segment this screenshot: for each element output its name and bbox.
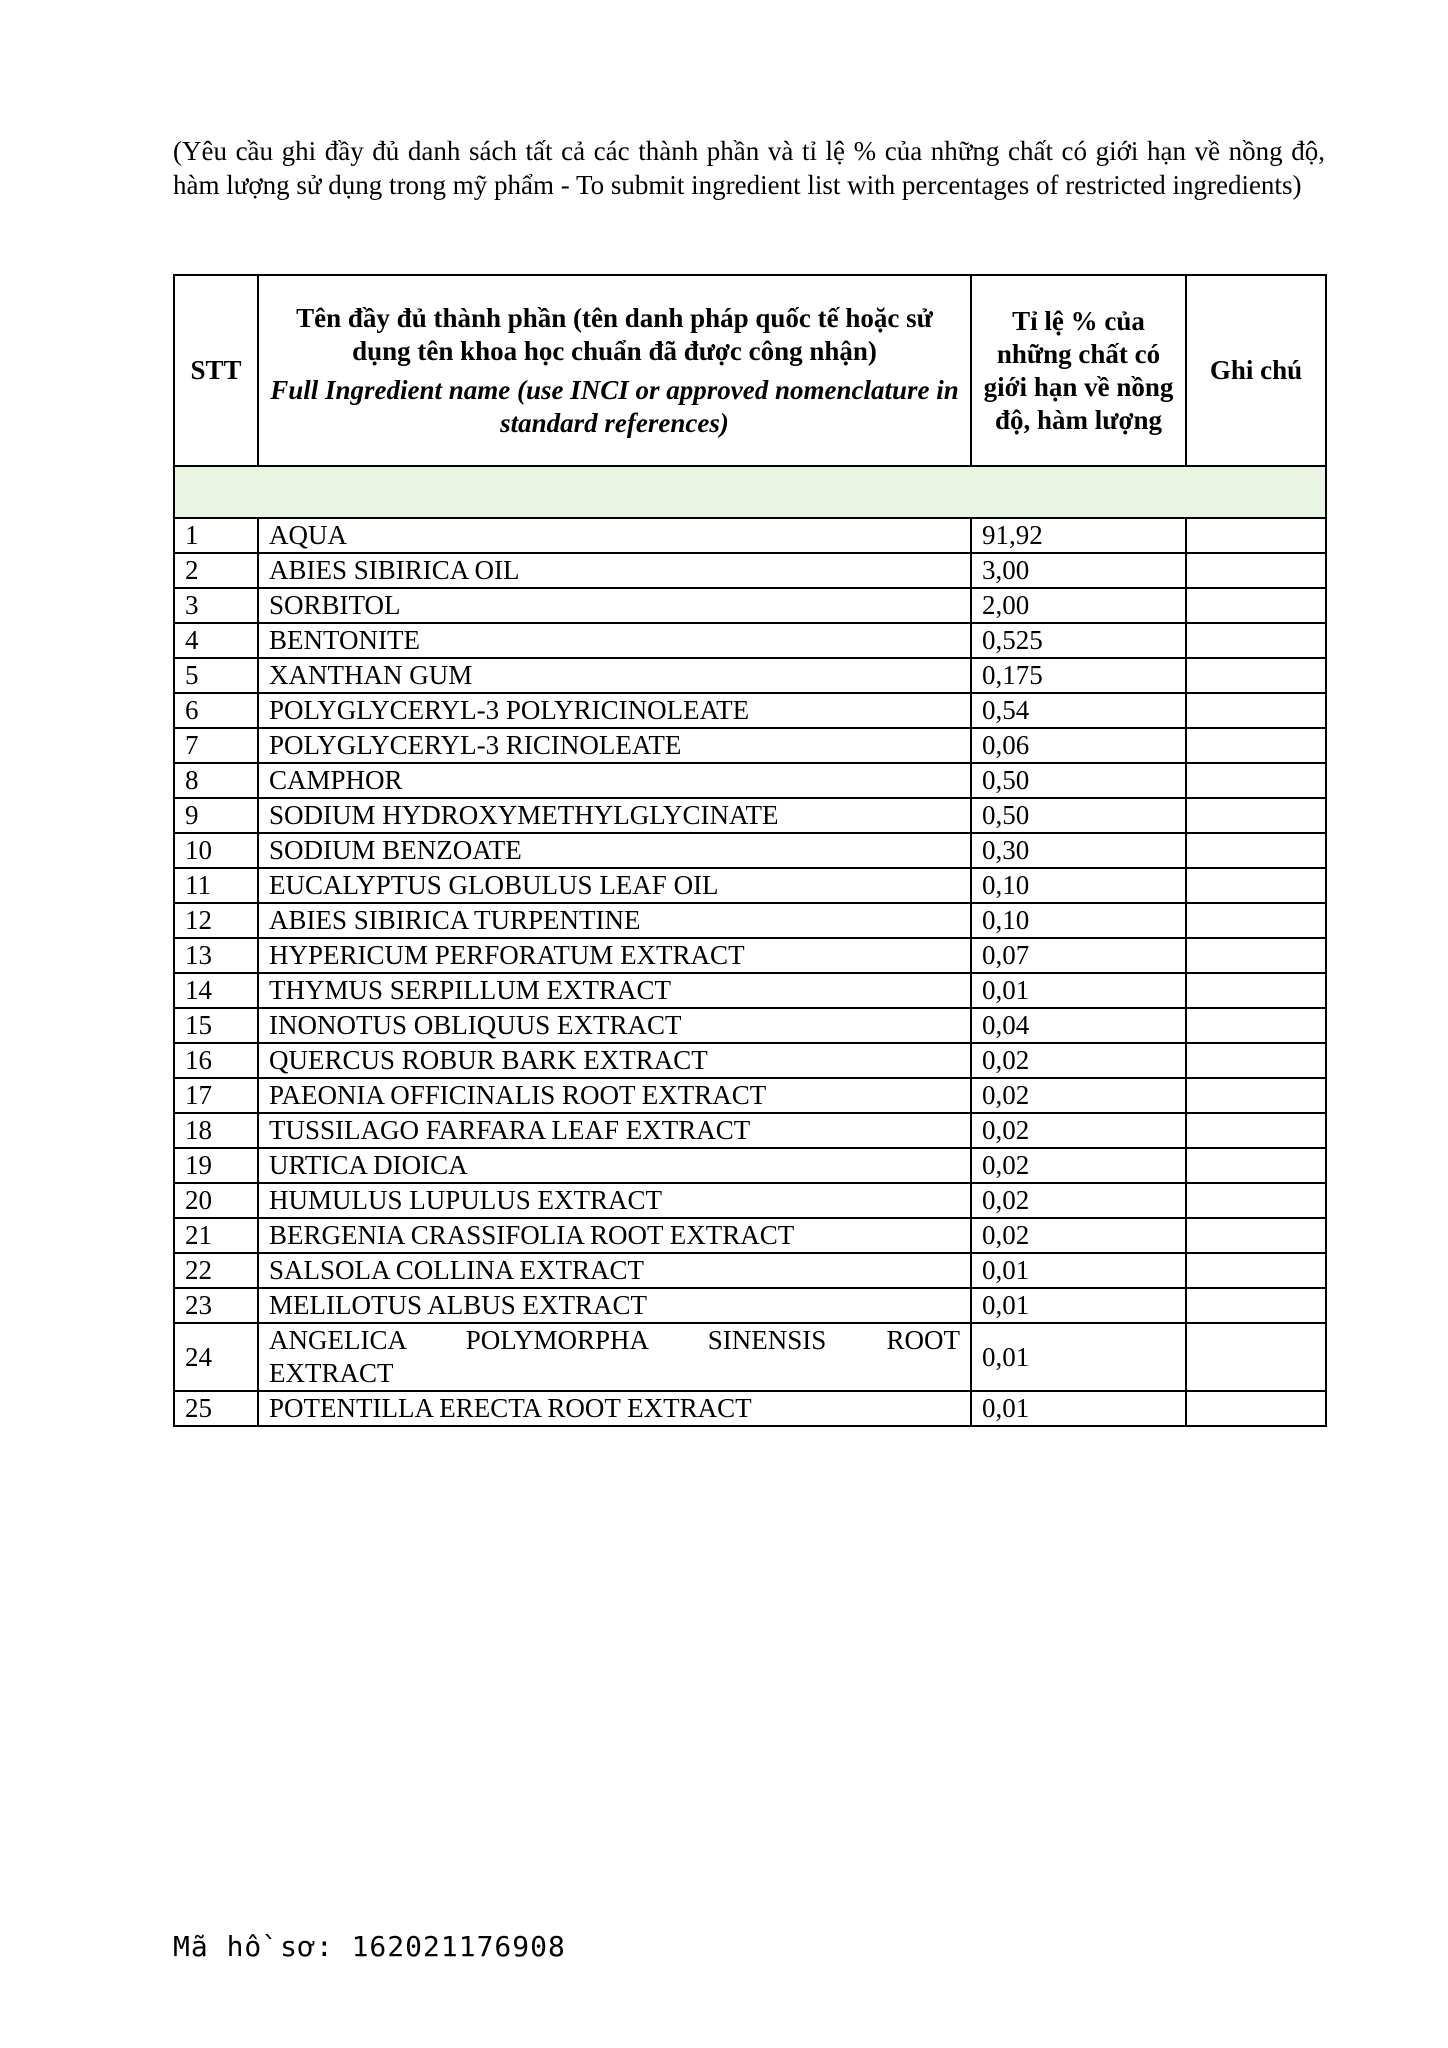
highlight-band-row xyxy=(174,466,1326,518)
row-percent: 0,02 xyxy=(971,1148,1186,1183)
table-row xyxy=(174,1148,1326,1183)
row-stt: 16 xyxy=(174,1043,258,1078)
row-percent: 0,01 xyxy=(971,973,1186,1008)
row-note xyxy=(1186,1043,1326,1078)
row-ingredient: SORBITOL xyxy=(258,588,971,623)
row-stt: 5 xyxy=(174,658,258,693)
row-percent: 0,10 xyxy=(971,903,1186,938)
row-percent: 0,50 xyxy=(971,763,1186,798)
row-percent: 2,00 xyxy=(971,588,1186,623)
row-ingredient: HUMULUS LUPULUS EXTRACT xyxy=(258,1183,971,1218)
table-row xyxy=(174,763,1326,798)
table-row xyxy=(174,588,1326,623)
row-stt: 12 xyxy=(174,903,258,938)
row-ingredient: SALSOLA COLLINA EXTRACT xyxy=(258,1253,971,1288)
row-stt: 17 xyxy=(174,1078,258,1113)
highlight-band-cell xyxy=(174,466,1326,518)
row-ingredient: BERGENIA CRASSIFOLIA ROOT EXTRACT xyxy=(258,1218,971,1253)
table-row xyxy=(174,798,1326,833)
table-row xyxy=(174,868,1326,903)
row-ingredient-line1: ANGELICA POLYMORPHA SINENSIS ROOT xyxy=(269,1325,960,1355)
row-note xyxy=(1186,973,1326,1008)
header-ingredient-name xyxy=(258,275,971,466)
row-note xyxy=(1186,763,1326,798)
header-stt: STT xyxy=(174,275,258,466)
row-percent: 0,04 xyxy=(971,1008,1186,1043)
table-row xyxy=(174,903,1326,938)
row-ingredient: ABIES SIBIRICA OIL xyxy=(258,553,971,588)
row-percent: 0,50 xyxy=(971,798,1186,833)
row-ingredient: MELILOTUS ALBUS EXTRACT xyxy=(258,1288,971,1323)
row-note xyxy=(1186,553,1326,588)
row-stt: 6 xyxy=(174,693,258,728)
table-row xyxy=(174,1008,1326,1043)
row-stt: 15 xyxy=(174,1008,258,1043)
row-ingredient: SODIUM BENZOATE xyxy=(258,833,971,868)
table-row xyxy=(174,518,1326,553)
row-stt: 8 xyxy=(174,763,258,798)
row-percent: 0,06 xyxy=(971,728,1186,763)
row-note xyxy=(1186,833,1326,868)
row-note xyxy=(1186,1008,1326,1043)
table-row xyxy=(174,938,1326,973)
table-row xyxy=(174,1288,1326,1323)
table-row xyxy=(174,1078,1326,1113)
header-percent: Tỉ lệ % của những chất có giới hạn về nồng độ, hàm lượng xyxy=(971,275,1186,466)
row-percent: 0,01 xyxy=(971,1323,1186,1391)
row-note xyxy=(1186,728,1326,763)
row-note xyxy=(1186,1078,1326,1113)
row-percent: 0,10 xyxy=(971,868,1186,903)
row-percent: 0,02 xyxy=(971,1113,1186,1148)
table-row xyxy=(174,1391,1326,1426)
file-code: Mã hồ sơ: 162021176908 xyxy=(173,1930,566,1963)
row-ingredient: ABIES SIBIRICA TURPENTINE xyxy=(258,903,971,938)
row-stt: 18 xyxy=(174,1113,258,1148)
row-note xyxy=(1186,1113,1326,1148)
table-row xyxy=(174,1323,1326,1391)
row-note xyxy=(1186,798,1326,833)
row-ingredient: AQUA xyxy=(258,518,971,553)
header-name-vi: Tên đầy đủ thành phần (tên danh pháp quốc tế hoặc sử dụng tên khoa học chuẩn đã được công nhận) xyxy=(296,302,933,366)
row-stt: 25 xyxy=(174,1391,258,1426)
header-note: Ghi chú xyxy=(1186,275,1326,466)
row-ingredient: EUCALYPTUS GLOBULUS LEAF OIL xyxy=(258,868,971,903)
row-percent: 0,02 xyxy=(971,1043,1186,1078)
row-ingredient: PAEONIA OFFICINALIS ROOT EXTRACT xyxy=(258,1078,971,1113)
table-header-row xyxy=(174,275,1326,466)
table-row xyxy=(174,1113,1326,1148)
row-stt: 2 xyxy=(174,553,258,588)
row-note xyxy=(1186,1218,1326,1253)
row-ingredient: POTENTILLA ERECTA ROOT EXTRACT xyxy=(258,1391,971,1426)
row-percent: 0,01 xyxy=(971,1391,1186,1426)
row-ingredient: BENTONITE xyxy=(258,623,971,658)
row-note xyxy=(1186,1323,1326,1391)
table-row xyxy=(174,1253,1326,1288)
row-note xyxy=(1186,623,1326,658)
row-note xyxy=(1186,1391,1326,1426)
row-ingredient: HYPERICUM PERFORATUM EXTRACT xyxy=(258,938,971,973)
row-note xyxy=(1186,1253,1326,1288)
row-ingredient-line2: EXTRACT xyxy=(269,1358,394,1388)
row-ingredient: INONOTUS OBLIQUUS EXTRACT xyxy=(258,1008,971,1043)
row-note xyxy=(1186,588,1326,623)
table-row xyxy=(174,553,1326,588)
table-row xyxy=(174,693,1326,728)
table-row xyxy=(174,1218,1326,1253)
table-row xyxy=(174,728,1326,763)
row-stt: 10 xyxy=(174,833,258,868)
row-ingredient: SODIUM HYDROXYMETHYLGLYCINATE xyxy=(258,798,971,833)
row-ingredient: CAMPHOR xyxy=(258,763,971,798)
row-stt: 21 xyxy=(174,1218,258,1253)
intro-paragraph: (Yêu cầu ghi đầy đủ danh sách tất cả các thành phần và tỉ lệ % của những chất có giới hạn về nồng độ, hàm lượng sử dụng trong mỹ phẩm - To submit ingredient list with percentages of restricted ingredients) xyxy=(173,136,1325,200)
header-name-en: Full Ingredient name (use INCI or approved nomenclature in standard references) xyxy=(270,374,959,438)
row-stt: 11 xyxy=(174,868,258,903)
row-stt: 13 xyxy=(174,938,258,973)
row-percent: 0,525 xyxy=(971,623,1186,658)
row-percent: 0,175 xyxy=(971,658,1186,693)
row-ingredient: TUSSILAGO FARFARA LEAF EXTRACT xyxy=(258,1113,971,1148)
row-ingredient: XANTHAN GUM xyxy=(258,658,971,693)
row-note xyxy=(1186,658,1326,693)
row-percent: 91,92 xyxy=(971,518,1186,553)
row-percent: 0,01 xyxy=(971,1288,1186,1323)
row-note xyxy=(1186,693,1326,728)
row-stt: 1 xyxy=(174,518,258,553)
row-percent: 0,01 xyxy=(971,1253,1186,1288)
row-percent: 0,02 xyxy=(971,1183,1186,1218)
row-percent: 0,02 xyxy=(971,1218,1186,1253)
row-stt: 20 xyxy=(174,1183,258,1218)
table-row xyxy=(174,833,1326,868)
row-ingredient: URTICA DIOICA xyxy=(258,1148,971,1183)
row-stt: 4 xyxy=(174,623,258,658)
table-row xyxy=(174,623,1326,658)
row-percent: 0,54 xyxy=(971,693,1186,728)
row-ingredient: POLYGLYCERYL-3 POLYRICINOLEATE xyxy=(258,693,971,728)
row-stt: 24 xyxy=(174,1323,258,1391)
row-ingredient: QUERCUS ROBUR BARK EXTRACT xyxy=(258,1043,971,1078)
row-ingredient: THYMUS SERPILLUM EXTRACT xyxy=(258,973,971,1008)
row-stt: 19 xyxy=(174,1148,258,1183)
row-stt: 7 xyxy=(174,728,258,763)
row-note xyxy=(1186,1288,1326,1323)
row-stt: 9 xyxy=(174,798,258,833)
row-ingredient xyxy=(258,1323,971,1391)
row-note xyxy=(1186,1183,1326,1218)
table-row xyxy=(174,1183,1326,1218)
row-note xyxy=(1186,903,1326,938)
row-note xyxy=(1186,938,1326,973)
row-percent: 0,30 xyxy=(971,833,1186,868)
row-percent: 0,07 xyxy=(971,938,1186,973)
row-percent: 0,02 xyxy=(971,1078,1186,1113)
row-stt: 3 xyxy=(174,588,258,623)
row-note xyxy=(1186,868,1326,903)
row-stt: 22 xyxy=(174,1253,258,1288)
row-note xyxy=(1186,1148,1326,1183)
ingredient-table xyxy=(173,274,1327,1427)
row-ingredient: POLYGLYCERYL-3 RICINOLEATE xyxy=(258,728,971,763)
table-row xyxy=(174,658,1326,693)
table-row xyxy=(174,1043,1326,1078)
table-row xyxy=(174,973,1326,1008)
row-percent: 3,00 xyxy=(971,553,1186,588)
row-stt: 23 xyxy=(174,1288,258,1323)
row-note xyxy=(1186,518,1326,553)
row-stt: 14 xyxy=(174,973,258,1008)
